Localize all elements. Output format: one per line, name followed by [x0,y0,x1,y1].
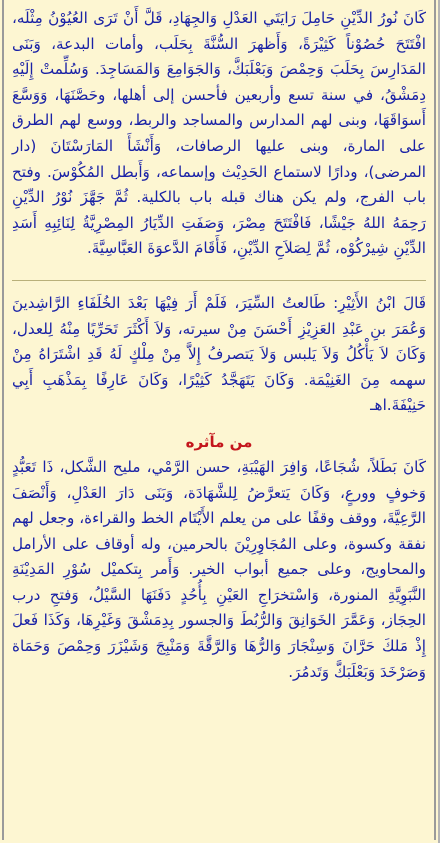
achievements-paragraph: كَانَ بَطَلاً، شُجَاعًا، وَافِرَ الهَيْبَةِ، حسن الرَّمْي، مليح الشَّكل، ذَا تَعَبُّدٍ وَخوفٍ وورعٍ، وَكَانَ يَتعرَّضُ لِلشَّهَادَة، وَبَنَى دَارَ العَدْلِ، وَأَنْصَفَ الرَّعِيَّةَ، ووقف وقفًا على من يعلم الأَيْتَام الخط والقراءة، وجعل لهم نفقة وكسوة، وعلى المُجَاوِرِيْنَ بالحرمين، وله أوقاف على الأرامل والمحاويج، وعلى جميع أبواب الخير. وَأَمر بِتكميْل سُوْرِ المَدِيْنَةِ النَّبَوِيَّةِ المنورة، وَاسْتخرَاجِ العَيْنِ بِأُحُدٍ دَفَنَهَا السَّيْلُ، وَفتحِ درب الحِجَاز، وَعَمَّرَ الخَوَانِقَ وَالرُّبُطَ وَالجسور بِدِمَشْقَ وَغَيْرِهَا، وَكَذَا فَعلَ إِذْ مَلكَ حَرَّانَ وَسِنْجَارَ وَالرُّهَا وَالرَّقَّةَ وَمَنْبِجَ وَشَيْزَرَ وَحِمْصَ وَحَمَاة وَصَرْخَدَ وَبَعْلَبَكَّ وَتَدمُرَ. [12,457,426,681]
section-divider [12,262,426,281]
ibn-al-athir-quote: قَالَ ابْنُ الأَثِيْرِ: طَالعتُ السِّيَرَ، فَلَمْ أَرَ فِيْهَا بَعْدَ الخُلَفَاءِ الرَّاشِدينَ وَعُمَرَ بنِ عَبْدِ العَزِيْزِ أَحْسَنَ مِنْ سيرته، وَلاَ أَكْثَرَ تَحَرِّيًا مِنْهُ لِلعدل، وَكَانَ لاَ يَأْكُلُ وَلاَ يَلبس وَلاَ يَتصرفُ إِلاَّ مِنْ مِلْكٍ لَهُ قَدِ اشْتَرَاهُ مِنْ سهمه مِنَ الغَنِيْمَة. وَكَانَ يَتَهَجَّدُ كَثِيْرًا، وَكَانَ عَارِفًا بِمَذْهَبِ أَبِي حَنِيْفَةَ.اهـ [12,293,426,415]
section-heading: من مآثره [185,432,253,451]
document-page [2,0,436,840]
biography-paragraph: كَانَ نُورُ الدِّيْنِ حَامِلَ رَايَتَي العَدْلِ وَالجِهَادِ، قَلَّ أَنْ تَرَى العُيُوْنُ مِثْلَه، افْتَتَحَ حُصُوْناً كَثِيْرَةً، وَأَظهرَ السُّنَّةَ بِحَلَب، وأمات البدعة، وَبَنَى المَدَارِسَ بِحَلَبَ وَحِمْصَ وَبَعْلَبَكَّ، وَالجَوَامِعَ وَالمَسَاجِدَ. وَسُلِّمتْ إِلَيْهِ دِمَشْقُ، في سنة تسع وأربعين فأحسن إلى أهلها، وحَصَّنَهَا، وَوَسَّعَ أَسوَاقَهَا، وبنى لهم المدارس والمساجد والربط، ووسع لهم الطرق على المارة، وبنى عليها الرصافات، وَأَنْشَأَ المَارَسْتَانَ (دار المرضى)، ودارًا لاستماع الحَدِيْث وإسماعه، وَأَبطل المُكُوْسَ. وفتح باب الفرج، ولم يكن هناك قبله باب بالكلية. ثُمَّ جَهَّزَ نُوْرُ الدِّيْنِ رَحِمَهُ اللهُ جَيْشًا، فَافْتَتَحَ مِصْرَ، وَصَفَتِ الدِّيَارُ المِصْرِيَّةُ لِنَائِبِهِ أَسَدِ الدِّيْنِ شِيرْكُوْه، ثُمَّ لِصَلاَحِ الدِّيْنِ، فَأَقَامَ الدَّعوَةَ العَبَّاسِيَّةَ. [12,9,426,258]
